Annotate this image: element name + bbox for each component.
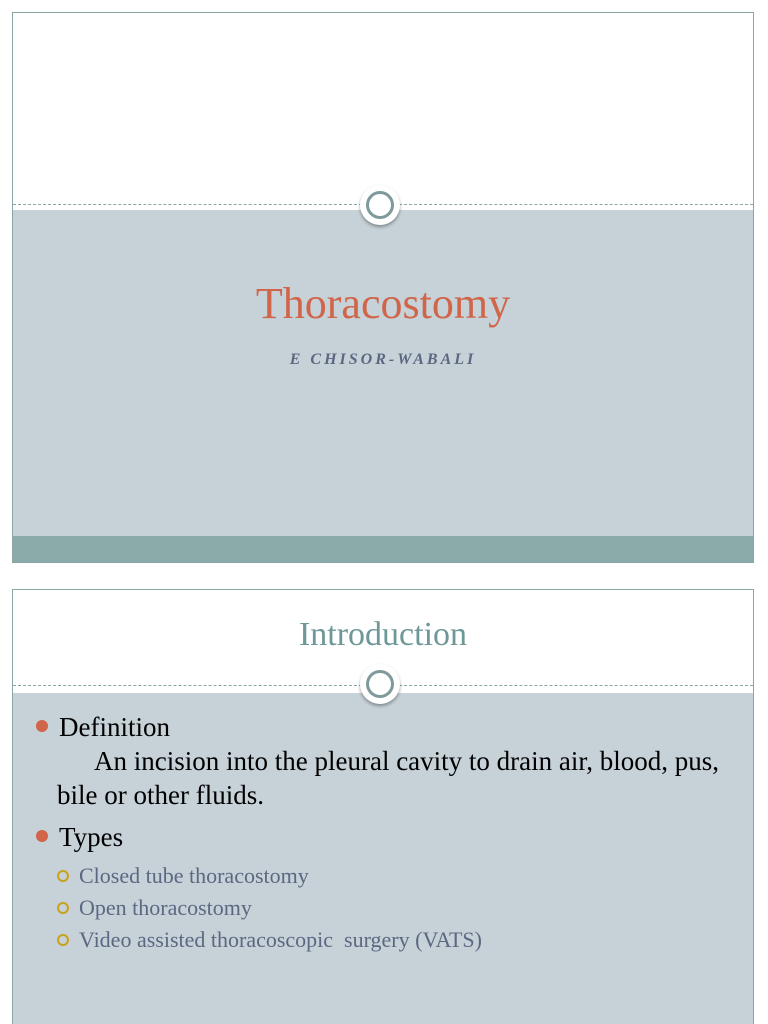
circle-ornament-icon	[360, 185, 400, 225]
presentation-title: Thoracostomy	[255, 279, 511, 328]
ring-bullet-icon	[57, 870, 69, 882]
bullet-types	[33, 820, 733, 854]
introduction-slide	[12, 589, 754, 1024]
bullet-label: Definition	[59, 712, 170, 742]
list-item	[33, 860, 733, 892]
definition-text: An incision into the pleural cavity to drain air, blood, pus, bile or other fluids.	[57, 746, 720, 810]
title-slide	[12, 12, 754, 563]
bullet-dot-icon	[36, 830, 48, 842]
footer-band	[13, 536, 753, 562]
ring-bullet-icon	[57, 934, 69, 946]
slide-title: Introduction	[298, 616, 468, 653]
ring-bullet-icon	[57, 902, 69, 914]
list-item-text: Closed tube thoracostomy	[79, 863, 309, 888]
bullet-dot-icon	[36, 720, 48, 732]
list-item	[33, 924, 733, 956]
circle-ornament-icon	[360, 664, 400, 704]
types-list	[33, 860, 733, 956]
list-item	[33, 892, 733, 924]
bullet-label: Types	[59, 822, 124, 852]
title-panel	[13, 210, 753, 536]
presentation-author: E CHISOR-WABALI	[289, 351, 477, 368]
list-item-text: Video assisted thoracoscopic surgery (VATS)	[79, 927, 482, 952]
slide-content	[33, 710, 733, 956]
bullet-definition	[33, 710, 733, 744]
list-item-text: Open thoracostomy	[79, 895, 252, 920]
